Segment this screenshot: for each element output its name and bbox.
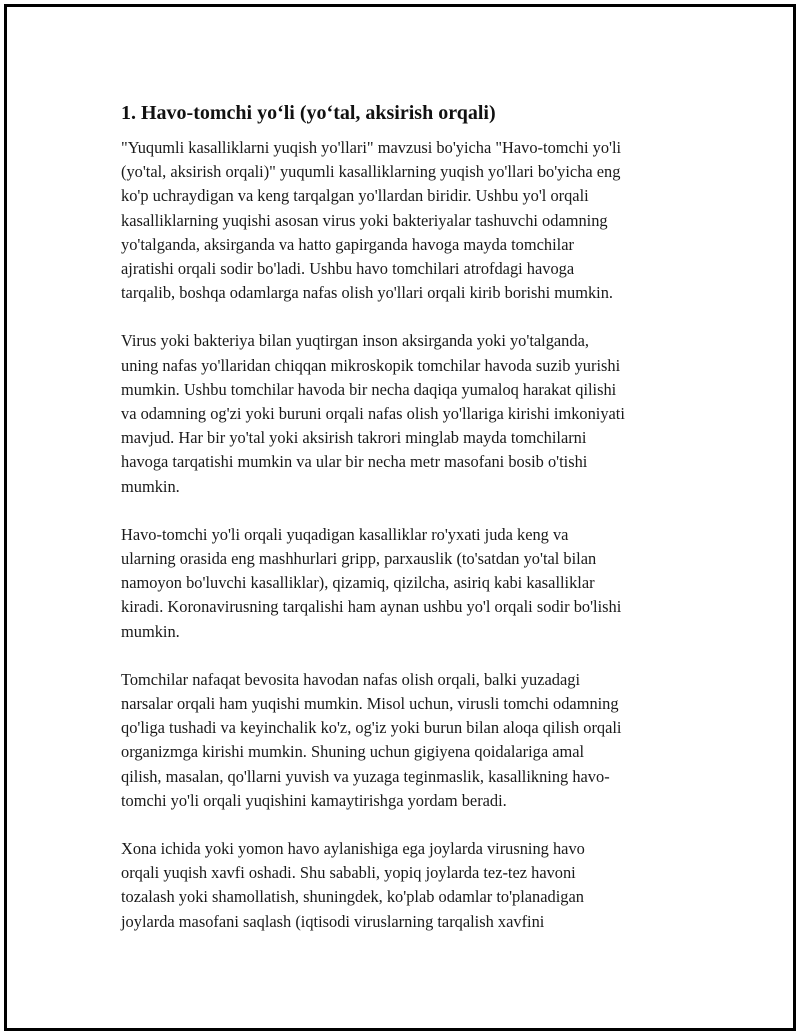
text-line: tarqalib, boshqa odamlarga nafas olish yo'llari orqali kirib borishi mumkin.	[121, 283, 613, 303]
text-line: joylarda masofani saqlash (iqtisodi viruslarning tarqalish xavfini	[121, 911, 545, 931]
paragraph-4	[121, 668, 701, 813]
text-line: Tomchilar nafaqat bevosita havodan nafas olish orqali, balki yuzadagi	[121, 669, 581, 689]
text-line: kasalliklarning yuqishi asosan virus yoki bakteriyalar tashuvchi odamning	[121, 210, 608, 230]
text-line: mavjud. Har bir yo'tal yoki aksirish takrori minglab mayda tomchilarni	[121, 428, 587, 448]
text-line: mumkin.	[121, 621, 180, 641]
text-line: Virus yoki bakteriya bilan yuqtirgan inson aksirganda yoki yo'talganda,	[121, 331, 589, 351]
text-line: uning nafas yo'llaridan chiqqan mikroskopik tomchilar havoda suzib yurishi	[121, 355, 621, 375]
document-body	[121, 99, 701, 958]
text-line: kiradi. Koronavirusning tarqalishi ham aynan ushbu yo'l orqali sodir bo'lishi	[121, 597, 622, 617]
text-line: Havo-tomchi yo'li orqali yuqadigan kasalliklar ro'yxati juda keng va	[121, 524, 569, 544]
text-line: orqali yuqish xavfi oshadi. Shu sababli, yopiq joylarda tez-tez havoni	[121, 863, 576, 883]
text-line: (yo'tal, aksirish orqali)" yuqumli kasalliklarning yuqish yo'llari bo'yicha eng	[121, 162, 621, 182]
text-line: "Yuqumli kasalliklarni yuqish yo'llari" mavzusi bo'yicha "Havo-tomchi yo'li	[121, 138, 622, 157]
paragraph-1	[121, 136, 701, 305]
text-line: ko'p uchraydigan va keng tarqalgan yo'llardan biridir. Ushbu yo'l orqali	[121, 186, 589, 206]
page-frame	[4, 4, 796, 1031]
paragraph-2	[121, 329, 701, 498]
text-line: yo'talganda, aksirganda va hatto gapirganda havoga mayda tomchilar	[121, 234, 574, 254]
text-line: mumkin.	[121, 476, 180, 496]
text-line: tomchi yo'li orqali yuqishini kamaytirishga yordam beradi.	[121, 790, 507, 810]
text-line: namoyon bo'luvchi kasalliklar), qizamiq, qizilcha, asiriq kabi kasalliklar	[121, 573, 595, 593]
text-line: Xona ichida yoki yomon havo aylanishiga ega joylarda virusning havo	[121, 839, 585, 859]
text-line: tozalash yoki shamollatish, shuningdek, ko'plab odamlar to'planadigan	[121, 887, 584, 907]
section-heading: 1. Havo-tomchi yo‘li (yo‘tal, aksirish orqali)	[121, 102, 496, 124]
text-line: va odamning og'zi yoki buruni orqali nafas olish yo'llariga kirishi imkoniyati	[121, 404, 625, 424]
text-line: mumkin. Ushbu tomchilar havoda bir necha daqiqa yumaloq harakat qilishi	[121, 379, 617, 399]
text-line: qilish, masalan, qo'llarni yuvish va yuzaga teginmaslik, kasallikning havo-	[121, 766, 610, 786]
text-line: qo'liga tushadi va keyinchalik ko'z, og'iz yoki burun bilan aloqa qilish orqali	[121, 718, 622, 738]
text-line: ularning orasida eng mashhurlari gripp, parxauslik (to'satdan yo'tal bilan	[121, 549, 597, 569]
paragraph-3	[121, 523, 701, 644]
text-line: havoga tarqatishi mumkin va ular bir necha metr masofani bosib o'tishi	[121, 452, 588, 472]
text-line: organizmga kirishi mumkin. Shuning uchun gigiyena qoidalariga amal	[121, 742, 585, 762]
paragraph-5	[121, 837, 701, 934]
text-line: ajratishi orqali sodir bo'ladi. Ushbu havo tomchilari atrofdagi havoga	[121, 259, 575, 279]
text-line: narsalar orqali ham yuqishi mumkin. Misol uchun, virusli tomchi odamning	[121, 694, 619, 714]
